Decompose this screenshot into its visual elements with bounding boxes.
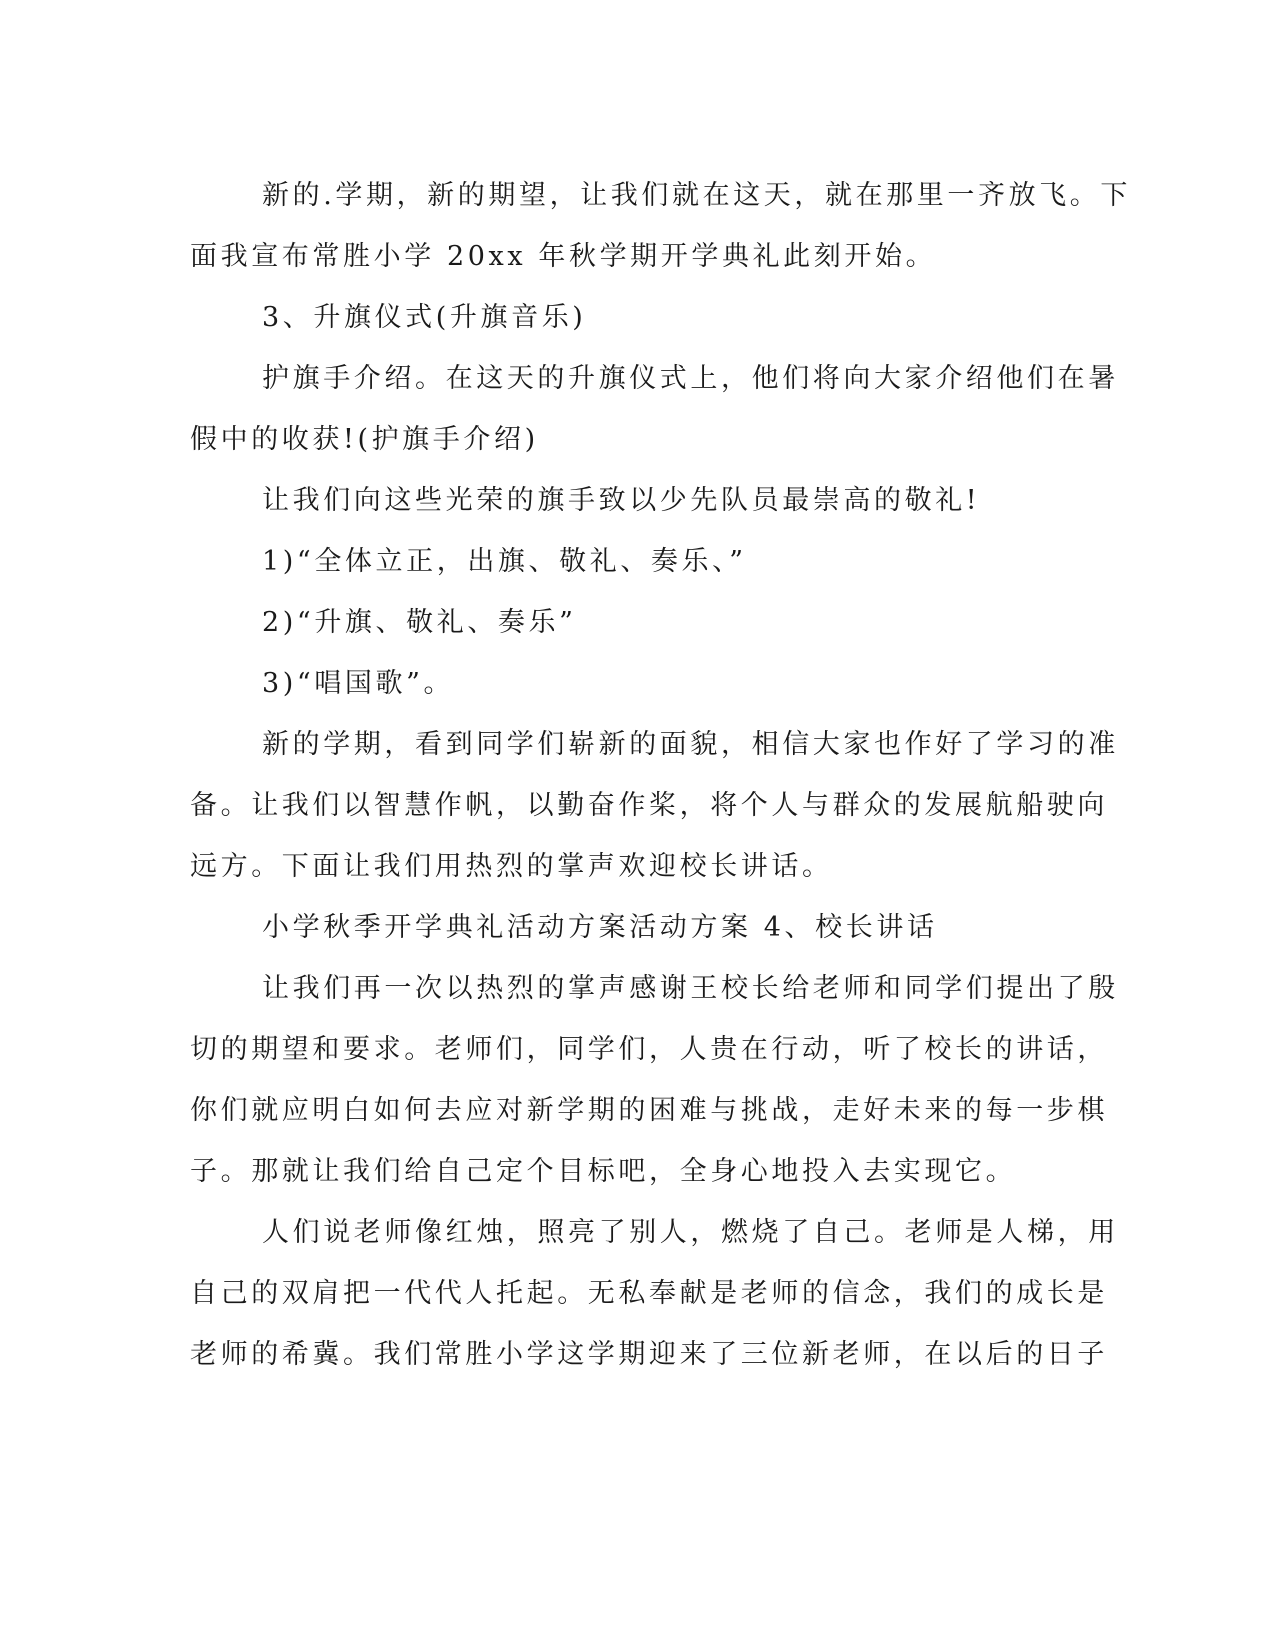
text-line: 自己的双肩把一代代人托起。无私奉献是老师的信念，我们的成长是 [190,1278,1108,1309]
section-heading [190,287,1090,348]
text-line: 切的期望和要求。老师们，同学们，人贵在行动，听了校长的讲话， [190,1034,1108,1065]
text-line: 1)“全体立正，出旗、敬礼、奏乐、” [262,546,747,577]
list-item [190,531,1090,592]
text-line: 老师的希冀。我们常胜小学这学期迎来了三位新老师，在以后的日子 [190,1339,1108,1370]
text-line: 3)“唱国歌”。 [262,668,455,699]
text-line: 小学秋季开学典礼活动方案活动方案 4、校长讲话 [262,912,938,943]
paragraph [190,470,1090,531]
text-line: 备。让我们以智慧作帆，以勤奋作桨，将个人与群众的发展航船驶向 [190,790,1108,821]
paragraph [190,1202,1119,1385]
paragraph [190,958,1119,1202]
paragraph [190,714,1119,897]
text-line: 你们就应明白如何去应对新学期的困难与挑战，走好未来的每一步棋 [190,1095,1108,1126]
section-heading [190,897,1090,958]
text-line: 人们说老师像红烛，照亮了别人，燃烧了自己。老师是人梯，用 [262,1217,1119,1248]
paragraph [190,348,1119,470]
text-line: 假中的收获!(护旗手介绍) [190,424,539,455]
text-line: 新的.学期，新的期望，让我们就在这天，就在那里一齐放飞。下 [262,180,1131,211]
text-line: 护旗手介绍。在这天的升旗仪式上，他们将向大家介绍他们在暑 [262,363,1119,394]
text-line: 面我宣布常胜小学 20xx 年秋学期开学典礼此刻开始。 [190,241,937,272]
paragraph [190,165,1131,287]
text-line: 让我们再一次以热烈的掌声感谢王校长给老师和同学们提出了殷 [262,973,1119,1004]
list-item [190,653,1090,714]
text-line: 3、升旗仪式(升旗音乐) [262,302,587,333]
text-line: 让我们向这些光荣的旗手致以少先队员最崇高的敬礼! [262,485,981,516]
document-body [190,165,1131,1385]
text-line: 新的学期，看到同学们崭新的面貌，相信大家也作好了学习的准 [262,729,1119,760]
text-line: 2)“升旗、敬礼、奏乐” [262,607,577,638]
text-line: 子。那就让我们给自己定个目标吧，全身心地投入去实现它。 [190,1156,1017,1187]
text-line: 远方。下面让我们用热烈的掌声欢迎校长讲话。 [190,851,833,882]
list-item [190,592,1090,653]
